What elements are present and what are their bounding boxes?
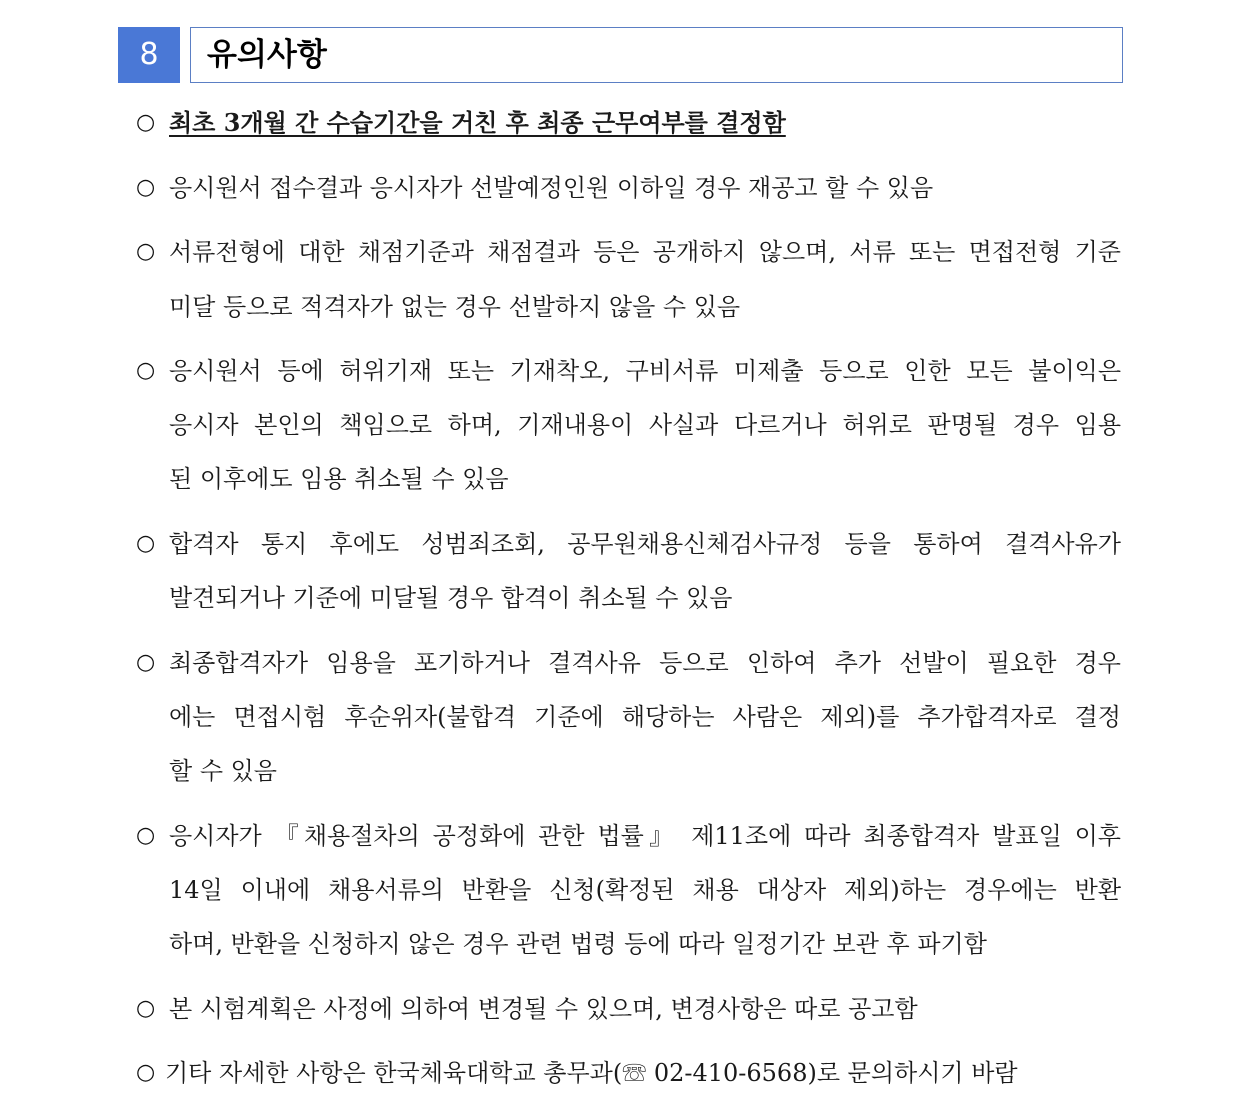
note-line: 합격자 통지 후에도 성범죄조회, 공무원채용신체검사규정 등을 통하여 결격사유가 [169, 530, 1121, 558]
bullet-icon: ○ [136, 1060, 156, 1085]
note-line: 발견되거나 기준에 미달될 경우 합격이 취소될 수 있음 [169, 584, 733, 612]
note-line: 에는 면접시험 후순위자(불합격 기준에 해당하는 사람은 제외)를 추가합격자로 결정 [169, 703, 1121, 731]
note-line: 응시자가 『채용절차의 공정화에 관한 법률』 제11조에 따라 최종합격자 발표일 이후 [169, 822, 1121, 850]
note-line: 기타 자세한 사항은 한국체육대학교 총무과(☏ 02-410-6568)로 문의하시기 바람 [165, 1059, 1018, 1087]
note-line: 응시자 본인의 책임으로 하며, 기재내용이 사실과 다르거나 허위로 판명될 경우 임용 [169, 411, 1121, 439]
note-line: 최종합격자가 임용을 포기하거나 결격사유 등으로 인하여 추가 선발이 필요한 경우 [169, 649, 1121, 677]
note-line: 서류전형에 대한 채점기준과 채점결과 등은 공개하지 않으며, 서류 또는 면접전형 기준 [169, 238, 1121, 266]
bullet-icon: ○ [136, 823, 156, 848]
section-number: 8 [118, 27, 180, 83]
note-line: 된 이후에도 임용 취소될 수 있음 [169, 465, 509, 493]
section-header [118, 27, 1123, 83]
bullet-icon: ○ [136, 996, 156, 1021]
note-line: 미달 등으로 적격자가 없는 경우 선발하지 않을 수 있음 [169, 293, 741, 321]
bullet-icon: ○ [136, 239, 156, 264]
bullet-icon: ○ [136, 650, 156, 675]
bullet-icon: ○ [136, 175, 156, 200]
note-line: 할 수 있음 [169, 757, 277, 785]
bullet-icon: ○ [136, 531, 156, 556]
note-line: 최초 3개월 간 수습기간을 거친 후 최종 근무여부를 결정함 [169, 108, 786, 137]
note-line: 하며, 반환을 신청하지 않은 경우 관련 법령 등에 따라 일정기간 보관 후 파기함 [169, 930, 987, 958]
bullet-icon: ○ [136, 358, 156, 383]
section-title-box [190, 27, 1123, 83]
note-line: 14일 이내에 채용서류의 반환을 신청(확정된 채용 대상자 제외)하는 경우에는 반환 [169, 876, 1121, 904]
bullet-icon: ○ [136, 110, 156, 135]
section-title: 유의사항 [207, 37, 327, 73]
note-line: 본 시험계획은 사정에 의하여 변경될 수 있으며, 변경사항은 따로 공고함 [169, 995, 918, 1023]
note-line: 응시원서 등에 허위기재 또는 기재착오, 구비서류 미제출 등으로 인한 모든 불이익은 [169, 357, 1121, 385]
note-line: 응시원서 접수결과 응시자가 선발예정인원 이하일 경우 재공고 할 수 있음 [169, 174, 934, 202]
